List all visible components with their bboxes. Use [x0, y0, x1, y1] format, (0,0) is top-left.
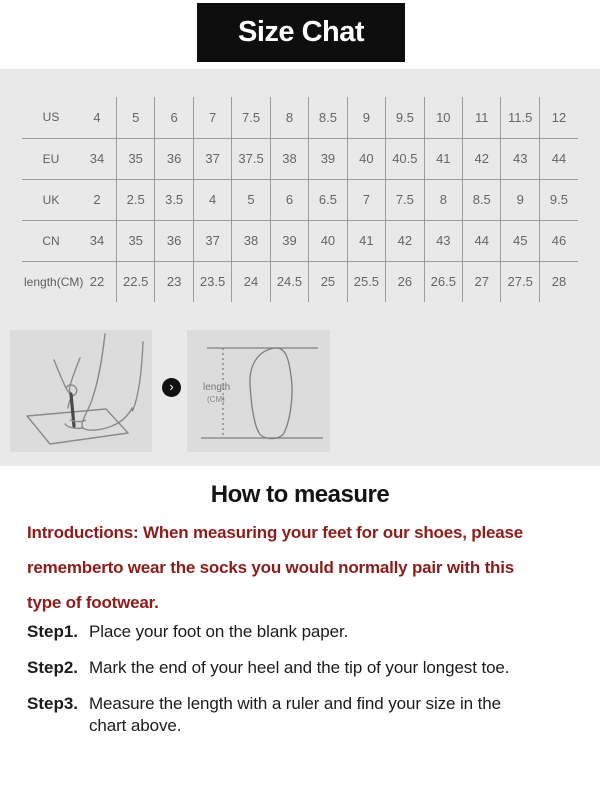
size-cell: 24: [232, 261, 270, 302]
size-cell: 42: [386, 220, 424, 261]
size-cell: 41: [347, 220, 385, 261]
size-cell: 44: [539, 138, 578, 179]
size-cell: 28: [539, 261, 578, 302]
step-text: [89, 621, 348, 643]
size-cell: 39: [270, 220, 308, 261]
size-cell: 37: [193, 138, 231, 179]
size-cell: 26.5: [424, 261, 462, 302]
size-cell: 7.5: [386, 179, 424, 220]
step-text-line: Mark the end of your heel and the tip of your longest toe.: [89, 658, 510, 677]
row-label: length(CM): [24, 274, 84, 289]
steps-list: [27, 621, 587, 751]
size-cell: 37: [193, 220, 231, 261]
length-label: length: [203, 382, 231, 393]
size-cell: 10: [424, 97, 462, 138]
intro-line: type of footwear.: [27, 593, 159, 612]
size-cell: 25.5: [347, 261, 385, 302]
step-item: [27, 657, 587, 679]
size-cell: 7.5: [232, 97, 270, 138]
size-cell: 45: [501, 220, 539, 261]
size-cell: 24.5: [270, 261, 308, 302]
intro-line: Introductions: When measuring your feet for our shoes, please: [27, 523, 523, 542]
foot-length-illustration: [187, 330, 330, 452]
table-row: [22, 179, 578, 220]
size-cell: 34: [78, 138, 116, 179]
size-cell: 4: [78, 97, 116, 138]
step-label: Step2.: [27, 658, 79, 677]
table-row: [22, 220, 578, 261]
size-cell: 43: [424, 220, 462, 261]
hand-marking-heel-icon: [10, 330, 152, 452]
size-cell: 40: [309, 220, 347, 261]
intro-line: rememberto wear the socks you would normally pair with this: [27, 558, 514, 577]
row-label: EU: [22, 138, 78, 179]
size-cell: 44: [463, 220, 501, 261]
size-cell: 4: [193, 179, 231, 220]
size-cell: 11.5: [501, 97, 539, 138]
size-cell: 6: [155, 97, 193, 138]
size-cell: 12: [539, 97, 578, 138]
next-arrow-icon: [162, 378, 181, 397]
size-cell: 3.5: [155, 179, 193, 220]
size-cell: 38: [270, 138, 308, 179]
arrow-glyph: ›: [169, 379, 174, 394]
intro-text: [27, 515, 593, 620]
size-cell: 9.5: [386, 97, 424, 138]
measure-foot-illustration: [10, 330, 152, 452]
size-cell: 6: [270, 179, 308, 220]
size-cell: 27.5: [501, 261, 539, 302]
row-label: UK: [22, 179, 78, 220]
size-cell: 35: [116, 138, 154, 179]
table-row: [22, 138, 578, 179]
size-cell: 34: [78, 220, 116, 261]
size-cell: 23.5: [193, 261, 231, 302]
size-cell: 43: [501, 138, 539, 179]
size-cell: 37.5: [232, 138, 270, 179]
size-cell: 9.5: [539, 179, 578, 220]
size-cell: 2.5: [116, 179, 154, 220]
row-label: US: [22, 97, 78, 138]
size-cell: 26: [386, 261, 424, 302]
size-cell: 11: [463, 97, 501, 138]
size-cell: 25: [309, 261, 347, 302]
size-cell: 35: [116, 220, 154, 261]
table-row: [22, 261, 578, 302]
size-cell: 40.5: [386, 138, 424, 179]
size-cell: 46: [539, 220, 578, 261]
size-cell: 42: [463, 138, 501, 179]
size-cell: 36: [155, 138, 193, 179]
step-item: [27, 693, 587, 737]
step-text: [89, 657, 509, 679]
size-cell: 8: [270, 97, 308, 138]
step-label: Step3.: [27, 694, 79, 713]
step-text-line: Place your foot on the blank paper.: [89, 622, 349, 641]
size-cell: 41: [424, 138, 462, 179]
size-cell: 8.5: [309, 97, 347, 138]
size-cell: 8: [424, 179, 462, 220]
size-cell: 39: [309, 138, 347, 179]
step-text-line: Measure the length with a ruler and find your size in the: [89, 694, 501, 713]
size-cell: 38: [232, 220, 270, 261]
size-cell: 22: [89, 274, 105, 290]
size-cell: 5: [232, 179, 270, 220]
table-row: [22, 97, 578, 138]
length-unit-label: (CM): [207, 395, 225, 404]
step-label: Step1.: [27, 622, 79, 641]
size-cell: 6.5: [309, 179, 347, 220]
size-cell: 36: [155, 220, 193, 261]
size-cell: 7: [347, 179, 385, 220]
how-to-measure-heading: How to measure: [210, 481, 390, 508]
step-item: [27, 621, 587, 643]
page-title: Size Chat: [237, 16, 365, 48]
size-cell: 7: [193, 97, 231, 138]
row-label: CN: [22, 220, 78, 261]
size-cell: 9: [347, 97, 385, 138]
size-cell: 40: [347, 138, 385, 179]
size-table: [22, 97, 578, 302]
size-cell: 9: [501, 179, 539, 220]
size-cell: 8.5: [463, 179, 501, 220]
size-chart-section: [0, 69, 600, 466]
foot-outline-icon: [187, 330, 330, 452]
size-cell: 22.5: [116, 261, 154, 302]
size-cell: 5: [116, 97, 154, 138]
title-banner: [197, 3, 405, 62]
step-text-line: chart above.: [89, 716, 182, 735]
size-cell: 2: [78, 179, 116, 220]
size-cell: 27: [463, 261, 501, 302]
size-table-body: [22, 97, 578, 302]
size-cell: 23: [155, 261, 193, 302]
step-text: [89, 693, 501, 737]
